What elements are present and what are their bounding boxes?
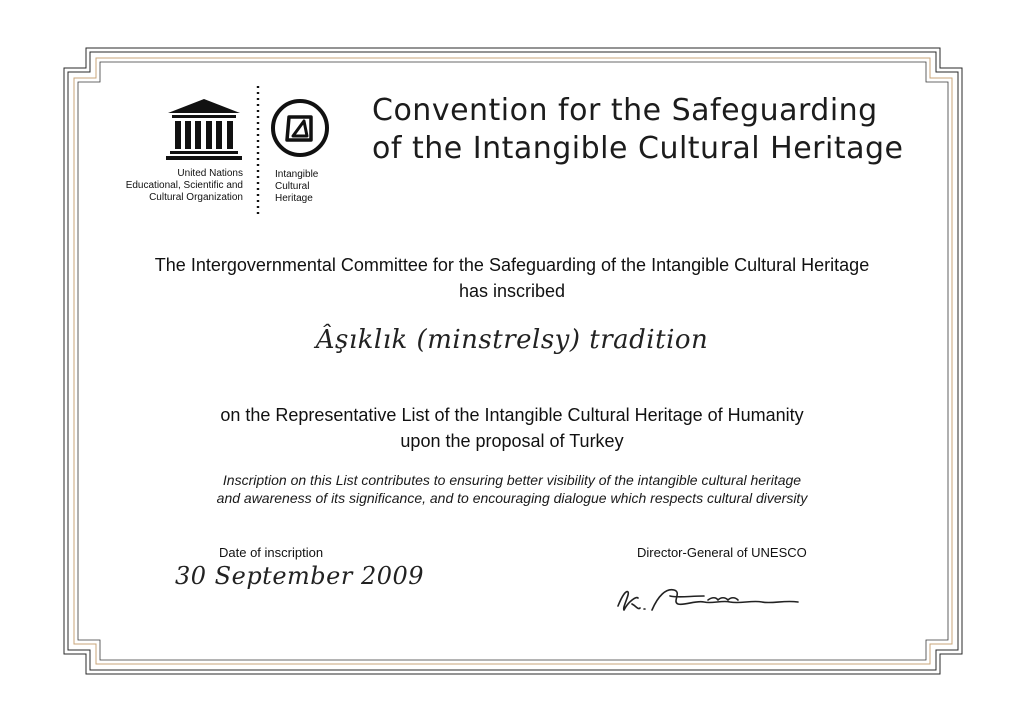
- note-line-2: and awareness of its significance, and to encouraging dialogue which respects cultural diversity: [216, 490, 808, 506]
- ich-logo: [269, 97, 331, 159]
- list-line-2: upon the proposal of Turkey: [400, 431, 624, 451]
- inscription-note: [100, 471, 924, 507]
- committee-statement: [100, 252, 924, 304]
- list-line-1: on the Representative List of the Intangible Cultural Heritage of Humanity: [220, 405, 804, 425]
- convention-title: [372, 92, 932, 168]
- title-line-2: of the Intangible Cultural Heritage: [372, 131, 904, 166]
- org-line-3: Cultural Organization: [149, 192, 243, 203]
- inscribed-element-name: Âşıklık (minstrelsy) tradition: [315, 325, 709, 355]
- ich-line-3: Heritage: [275, 193, 313, 204]
- director-general-signature: [612, 582, 812, 622]
- unesco-temple-logo: [164, 97, 244, 161]
- ich-line-2: Cultural: [275, 181, 310, 192]
- committee-line-2: has inscribed: [458, 281, 566, 301]
- org-line-1: United Nations: [177, 168, 243, 179]
- director-general-label: Director-General of UNESCO: [637, 545, 807, 560]
- inscription-date: 30 September 2009: [175, 562, 425, 590]
- committee-line-1: The Intergovernmental Committee for the Safeguarding of the Intangible Cultural Heritage: [154, 255, 870, 275]
- ich-logo-text: [275, 169, 318, 205]
- org-line-2: Educational, Scientific and: [125, 180, 243, 191]
- note-line-1: Inscription on this List contributes to ensuring better visibility of the intangible cultural heritage: [222, 472, 802, 488]
- unesco-org-name: [126, 168, 243, 204]
- ich-line-1: Intangible: [275, 169, 319, 180]
- date-label: Date of inscription: [219, 545, 324, 560]
- representative-list-statement: [100, 402, 924, 454]
- dotted-divider: [255, 86, 261, 216]
- title-line-1: Convention for the Safeguarding: [372, 93, 878, 128]
